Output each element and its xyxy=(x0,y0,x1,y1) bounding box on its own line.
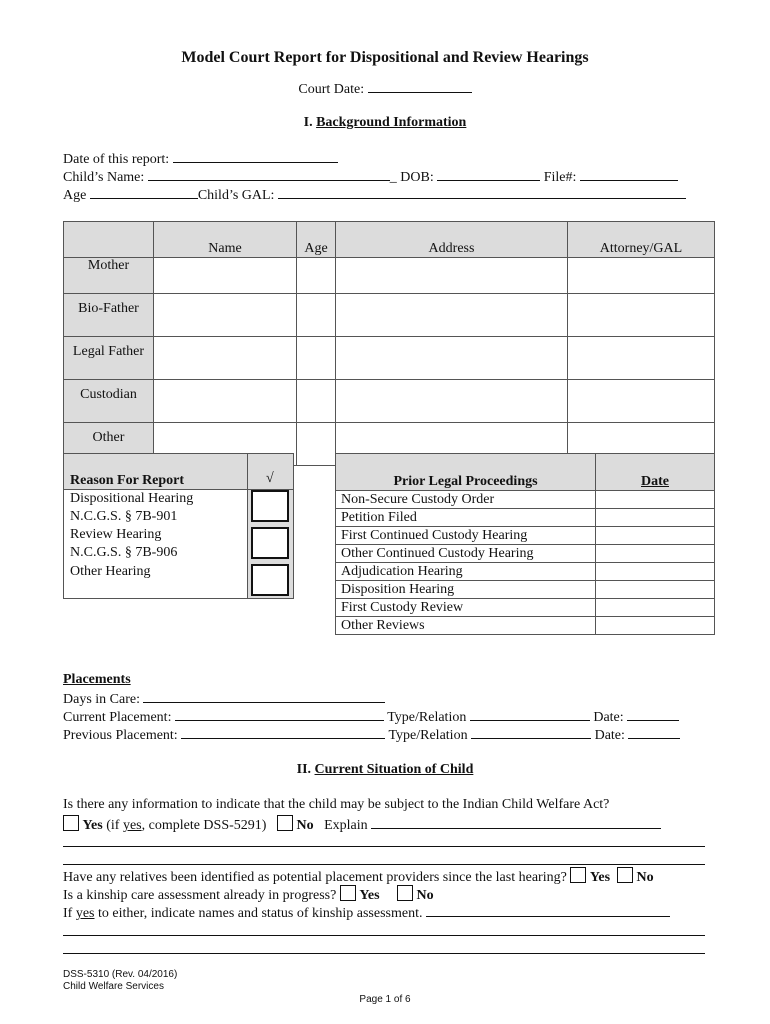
section-1-label: Background Information xyxy=(316,115,467,130)
icwa-note-post: , complete DSS-5291) xyxy=(141,818,267,833)
relatives-no-label: No xyxy=(636,870,654,885)
legal-father-attorney-cell[interactable] xyxy=(568,337,715,380)
previous-placement-row xyxy=(63,726,680,744)
party-table xyxy=(63,221,715,466)
proceeding-date-cell[interactable] xyxy=(596,581,715,599)
prior-proceedings-header: Prior Legal Proceedings xyxy=(336,454,596,491)
icwa-note-pre: (if xyxy=(106,818,123,833)
kinship-names-line[interactable] xyxy=(63,935,705,936)
reason-dispositional: Dispositional Hearing xyxy=(70,491,194,506)
icwa-yes-checkbox[interactable] xyxy=(63,815,79,831)
section-2-number: II. xyxy=(296,762,312,777)
age-gal-row xyxy=(63,186,686,204)
icwa-question: Is there any information to indicate that the child may be subject to the Indian Child Welfare Act? xyxy=(63,797,610,812)
previous-placement-label: Previous Placement: xyxy=(63,728,178,743)
icwa-explain-line[interactable] xyxy=(63,846,705,847)
child-gal-field[interactable] xyxy=(278,186,686,199)
proceeding-date-cell[interactable] xyxy=(596,563,715,581)
days-in-care-field[interactable] xyxy=(143,690,385,703)
review-checkbox[interactable] xyxy=(251,527,289,559)
page-title: Model Court Report for Dispositional and Review Hearings xyxy=(181,49,589,66)
reason-other: Other Hearing xyxy=(70,564,151,579)
row-label-other: Other xyxy=(64,423,154,466)
icwa-yes-label: Yes xyxy=(82,818,103,833)
prior-proceedings-table xyxy=(335,453,715,635)
party-table-corner xyxy=(64,222,154,258)
column-header-attorney: Attorney/GAL xyxy=(568,222,715,258)
proceeding-label: Disposition Hearing xyxy=(336,581,596,599)
icwa-no-checkbox[interactable] xyxy=(277,815,293,831)
section-2-heading xyxy=(0,762,770,778)
proceeding-label: Other Continued Custody Hearing xyxy=(336,545,596,563)
proceeding-label: First Continued Custody Hearing xyxy=(336,527,596,545)
kinship-names-yes: yes xyxy=(75,906,95,921)
dob-label: _ DOB: xyxy=(389,170,434,185)
current-type-relation-field[interactable] xyxy=(470,708,590,721)
check-header: √ xyxy=(266,471,274,486)
row-label-custodian: Custodian xyxy=(64,380,154,423)
file-number-label: File#: xyxy=(543,170,577,185)
form-number: DSS-5310 (Rev. 04/2016) xyxy=(63,969,178,980)
proceeding-label: Adjudication Hearing xyxy=(336,563,596,581)
row-label-legal-father: Legal Father xyxy=(64,337,154,380)
bio-father-age-cell[interactable] xyxy=(297,294,336,337)
previous-date-label: Date: xyxy=(594,728,625,743)
table-row xyxy=(336,581,715,599)
reason-review: Review Hearing xyxy=(70,527,162,542)
days-in-care-row xyxy=(63,690,385,708)
child-name-label: Child’s Name: xyxy=(63,170,145,185)
previous-type-relation-field[interactable] xyxy=(471,726,591,739)
proceeding-date-cell[interactable] xyxy=(596,617,715,635)
table-row xyxy=(64,337,715,380)
reason-review-statute: N.C.G.S. § 7B-906 xyxy=(70,545,178,560)
current-placement-label: Current Placement: xyxy=(63,710,172,725)
kinship-no-label: No xyxy=(416,888,434,903)
table-row xyxy=(336,509,715,527)
kinship-no-checkbox[interactable] xyxy=(397,885,413,901)
proceeding-date-cell[interactable] xyxy=(596,509,715,527)
child-name-row xyxy=(63,168,678,186)
kinship-yes-checkbox[interactable] xyxy=(340,885,356,901)
mother-address-cell[interactable] xyxy=(336,258,568,294)
column-header-name: Name xyxy=(154,222,297,258)
previous-placement-field[interactable] xyxy=(181,726,385,739)
icwa-no-label: No xyxy=(296,818,314,833)
proceeding-label: Non-Secure Custody Order xyxy=(336,491,596,509)
date-header: Date xyxy=(596,454,715,491)
reason-table-divider xyxy=(247,453,248,599)
section-1-heading xyxy=(0,115,770,131)
table-row xyxy=(336,563,715,581)
custodian-name-cell[interactable] xyxy=(154,380,297,423)
icwa-answer-row xyxy=(63,815,661,834)
proceeding-date-cell[interactable] xyxy=(596,599,715,617)
table-row xyxy=(336,617,715,635)
table-row xyxy=(336,491,715,509)
mother-attorney-cell[interactable] xyxy=(568,258,715,294)
mother-age-cell[interactable] xyxy=(297,258,336,294)
other-age-cell[interactable] xyxy=(297,423,336,466)
current-placement-row xyxy=(63,708,679,726)
child-name-field[interactable] xyxy=(148,168,390,181)
column-header-age: Age xyxy=(297,222,336,258)
custodian-attorney-cell[interactable] xyxy=(568,380,715,423)
kinship-names-line[interactable] xyxy=(63,953,705,954)
kinship-names-pre: If xyxy=(63,906,76,921)
court-date-row xyxy=(0,80,770,98)
table-row xyxy=(64,380,715,423)
date-of-report-field[interactable] xyxy=(173,150,338,163)
icwa-explain-field[interactable] xyxy=(371,816,661,829)
mother-name-cell[interactable] xyxy=(154,258,297,294)
proceeding-label: Other Reviews xyxy=(336,617,596,635)
current-date-field[interactable] xyxy=(627,708,679,721)
section-1-number: I. xyxy=(303,115,313,130)
custodian-address-cell[interactable] xyxy=(336,380,568,423)
age-field[interactable] xyxy=(90,186,120,199)
row-label-mother: Mother xyxy=(64,258,154,294)
page-number: Page 1 of 6 xyxy=(359,994,411,1005)
child-gal-label: Child’s GAL: xyxy=(197,188,275,203)
court-date-label: Court Date: xyxy=(298,82,365,97)
placements-heading: Placements xyxy=(63,672,131,687)
relatives-yes-label: Yes xyxy=(589,870,611,885)
reason-dispositional-statute: N.C.G.S. § 7B-901 xyxy=(70,509,178,524)
age-field-extra[interactable] xyxy=(120,186,198,199)
kinship-question: Is a kinship care assessment already in progress? xyxy=(63,888,337,903)
reason-header: Reason For Report xyxy=(70,473,185,488)
proceeding-label: First Custody Review xyxy=(336,599,596,617)
icwa-explain-label: Explain xyxy=(324,818,368,833)
current-placement-field[interactable] xyxy=(175,708,384,721)
icwa-explain-line[interactable] xyxy=(63,864,705,865)
kinship-names-row xyxy=(63,904,670,922)
age-label: Age xyxy=(63,188,87,203)
section-2-label: Current Situation of Child xyxy=(314,762,474,777)
dob-field[interactable] xyxy=(437,168,540,181)
current-date-label: Date: xyxy=(593,710,624,725)
kinship-row xyxy=(63,885,434,904)
bio-father-name-cell[interactable] xyxy=(154,294,297,337)
table-row xyxy=(336,545,715,563)
bio-father-attorney-cell[interactable] xyxy=(568,294,715,337)
legal-father-age-cell[interactable] xyxy=(297,337,336,380)
kinship-yes-label: Yes xyxy=(359,888,380,903)
dispositional-checkbox[interactable] xyxy=(251,490,289,522)
days-in-care-label: Days in Care: xyxy=(63,692,140,707)
legal-father-name-cell[interactable] xyxy=(154,337,297,380)
kinship-names-text: to either, indicate names and status of kinship assessment. xyxy=(94,906,423,921)
date-of-report-row xyxy=(63,150,338,168)
department-name: Child Welfare Services xyxy=(63,981,164,992)
previous-type-relation-label: Type/Relation xyxy=(388,728,468,743)
file-number-field[interactable] xyxy=(580,168,678,181)
court-date-field[interactable] xyxy=(368,80,472,93)
relatives-no-checkbox[interactable] xyxy=(617,867,633,883)
current-type-relation-label: Type/Relation xyxy=(387,710,467,725)
legal-father-address-cell[interactable] xyxy=(336,337,568,380)
proceeding-label: Petition Filed xyxy=(336,509,596,527)
relatives-question: Have any relatives been identified as potential placement providers since the last hearing? xyxy=(63,870,567,885)
bio-father-address-cell[interactable] xyxy=(336,294,568,337)
column-header-address: Address xyxy=(336,222,568,258)
table-row xyxy=(64,294,715,337)
relatives-yes-checkbox[interactable] xyxy=(570,867,586,883)
proceeding-date-cell[interactable] xyxy=(596,545,715,563)
row-label-bio-father: Bio-Father xyxy=(64,294,154,337)
table-row xyxy=(336,599,715,617)
relatives-row xyxy=(63,867,654,886)
kinship-names-field[interactable] xyxy=(426,904,670,917)
proceeding-date-cell[interactable] xyxy=(596,491,715,509)
table-row xyxy=(336,527,715,545)
other-hearing-checkbox[interactable] xyxy=(251,564,289,596)
previous-date-field[interactable] xyxy=(628,726,680,739)
icwa-note-yes: yes xyxy=(122,818,142,833)
date-of-report-label: Date of this report: xyxy=(63,152,170,167)
table-row xyxy=(64,258,715,294)
custodian-age-cell[interactable] xyxy=(297,380,336,423)
proceeding-date-cell[interactable] xyxy=(596,527,715,545)
